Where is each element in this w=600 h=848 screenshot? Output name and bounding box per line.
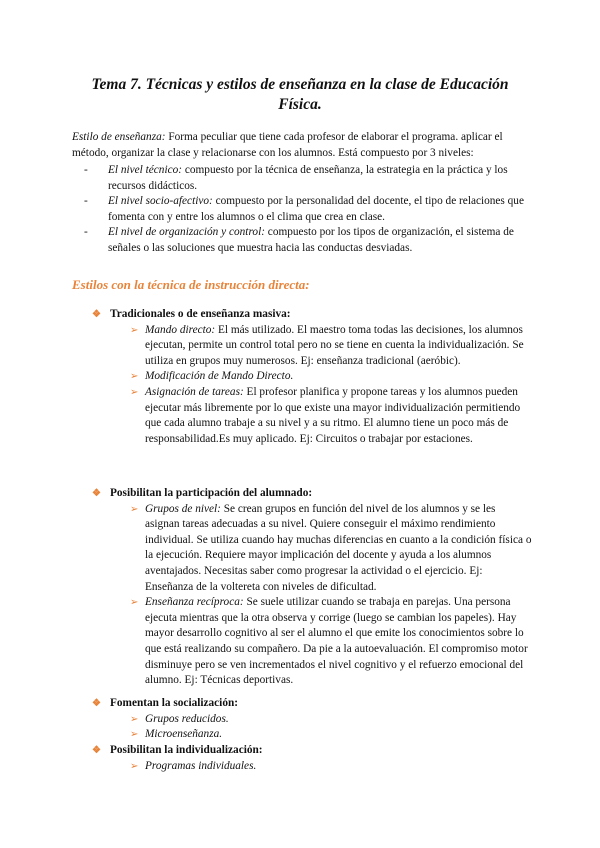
level-term: El nivel técnico: [108, 164, 183, 176]
arrow-bullet-icon: ➢ [130, 371, 139, 383]
list-item: ➢ Programas individuales. [92, 759, 532, 775]
diamond-bullet-icon: ❖ [92, 488, 101, 499]
list-item: ➢ Enseñanza recíproca: Se suele utilizar cuando se trabaja en parejas. Una persona ejecuta mientras que la otra observa y corrige (luego se cambian los papeles). Hay mayor desarrollo cognitivo al ser el alumno el que emite los conocimientos sobre lo que está realizando su compañero. Da pie a la autoevaluación. El compromiso motor disminuye pero se ven incrementados el nivel cognitivo y el refuerzo emocional del alumno. Ej: Técnicas deportivas. [130, 596, 528, 687]
group-heading: ❖ Fomentan la socialización: [92, 696, 532, 712]
arrow-bullet-icon: ➢ [130, 324, 139, 336]
dash-bullet: - [84, 195, 88, 208]
arrow-bullet-icon: ➢ [130, 386, 139, 398]
level-term: El nivel de organización y control: [108, 226, 265, 239]
list-item: ➢ Grupos de nivel: Se crean grupos en función del nivel de los alumnos y se les asignan tareas adecuadas a su nivel. Quiere conseguir el máximo rendimiento individual. Se utiliza cuando hay muchas diferencias en cuanto a la condición física o la ejecución. Requiere mayor implicación del docente y ayuda a los alumnos aventajados. Necesitas saber como progresar la actividad o el ejercicio. Ej: Enseñanza de la voltereta con niveles de dificultad. [130, 502, 532, 593]
level-item [84, 225, 530, 256]
arrow-bullet-icon: ➢ [130, 597, 139, 609]
list-item: ➢ Grupos reducidos. [92, 712, 532, 728]
page-title: Tema 7. Técnicas y estilos de enseñanza en la clase de Educación Física. [91, 76, 509, 113]
level-text: compuesto por los tipos de organización, el sistema de señales o las soluciones que muestra hacia las conductas desviadas. [108, 226, 514, 254]
arrow-bullet-icon: ➢ [130, 713, 139, 725]
list-item: ➢ Modificación de Mando Directo. [92, 369, 532, 385]
levels-list [84, 163, 530, 257]
intro-paragraph [72, 130, 530, 161]
group-heading: ❖ Posibilitan la individualización: [92, 743, 532, 759]
level-text: compuesto por la técnica de enseñanza, la estrategia en la práctica y los recursos didácticos. [108, 164, 508, 192]
diamond-bullet-icon: ❖ [92, 745, 101, 756]
diamond-bullet-icon: ❖ [92, 698, 101, 709]
intro-text: Forma peculiar que tiene cada profesor de elaborar el programa. aplicar el método, organizar la clase y relacionarse con los alumnos. Está compuesto por 3 niveles: [72, 131, 503, 159]
list-item: ➢ Microenseñanza. [92, 727, 532, 743]
level-term: El nivel socio-afectivo: [108, 195, 213, 208]
level-item [84, 163, 530, 194]
group-individualization [92, 743, 532, 774]
list-item: ➢ Mando directo: El más utilizado. El maestro toma todas las decisiones, los alumnos ejecutan, permite un control total pero no se tiene en cuenta la individualización. Se utiliza en grupos muy numerosos. Ej: enseñanza tradicional (aeróbic). [130, 323, 524, 367]
group-socialization [92, 696, 532, 743]
group-participation [92, 486, 532, 689]
diamond-bullet-icon: ❖ [92, 309, 101, 320]
list-item: ➢ Asignación de tareas: El profesor planifica y propone tareas y los alumnos pueden ejecutar más libremente por lo que existe una mayor individualización permitiendo que cada alumno trabaje a su nivel y a su ritmo. El alumno tiene un poco más de responsabilidad.Es muy aplicado. Ej: Circuitos o trabajar por estaciones. [130, 385, 521, 445]
arrow-bullet-icon: ➢ [130, 503, 139, 515]
level-text: compuesto por la personalidad del docente, el tipo de relaciones que fomenta con y entre los alumnos o el clima que crea en clase. [108, 195, 524, 223]
intro-term: Estilo de enseñanza: [72, 131, 166, 143]
arrow-bullet-icon: ➢ [130, 729, 139, 741]
arrow-bullet-icon: ➢ [130, 760, 139, 772]
dash-bullet: - [84, 226, 88, 239]
group-traditional [92, 307, 532, 447]
group-heading: ❖ Posibilitan la participación del alumnado: [92, 486, 532, 502]
dash-bullet: - [84, 164, 88, 176]
level-item [84, 194, 530, 225]
group-heading: ❖ Tradicionales o de enseñanza masiva: [92, 307, 532, 323]
section-heading: Estilos con la técnica de instrucción directa: [72, 277, 310, 292]
